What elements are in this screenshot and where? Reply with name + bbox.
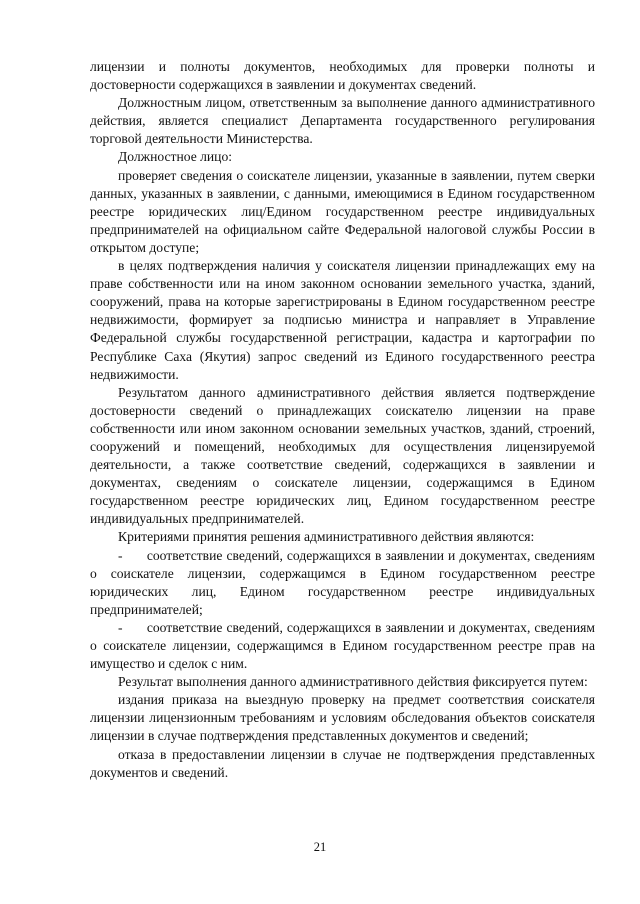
- paragraph-continuation: лицензии и полноты документов, необходимых для проверки полноты и достоверности содержащихся в заявлении и документах сведений.: [90, 59, 595, 93]
- paragraph-property-request: в целях подтверждения наличия у соискателя лицензии принадлежащих ему на праве собственности или на ином законном основании земельного участка, зданий, сооружений, права на которые зарегистрированы в Едином государственном реестре недвижимости, формирует за подписью министра и направляет в Управление Федеральной службы государственной регистрации, кадастра и картографии по Республике Саха (Якутия) запрос сведений из Единого государственного реестра недвижимости.: [90, 258, 595, 382]
- criteria-list-item: - соответствие сведений, содержащихся в заявлении и документах, сведениям о соискателе лицензии, содержащимся в Едином государственном реестре прав на имущество и сделок с ним.: [90, 619, 595, 672]
- paragraph-responsible-official: Должностным лицом, ответственным за выполнение данного административного действия, является специалист Департамента государственного регулирования торговой деятельности Министерства.: [90, 95, 595, 147]
- paragraph-license-refusal: отказа в предоставлении лицензии в случае не подтверждения представленных документов и сведений.: [90, 746, 595, 780]
- paragraph-checks-applicant-data: проверяет сведения о соискателе лицензии, указанные в заявлении, путем сверки данных, указанных в заявлении, с данными, имеющимися в Едином государственном реестре юридических лиц/Едином государственном реестре индивидуальных предпринимателей на официальном сайте Федеральной налоговой службы России в открытом доступе;: [90, 167, 595, 255]
- paragraph-inspection-order: издания приказа на выездную проверку на предмет соответствия соискателя лицензии лицензионным требованиям и условиям обследования объектов соискателя лицензии в случае подтверждения представленных документов и сведений;: [90, 692, 595, 744]
- criteria-list-item: - соответствие сведений, содержащихся в заявлении и документах, сведениям о соискателе лицензии, содержащимся в Едином государственном реестре юридических лиц, Едином государственном реестре индивидуальных предпринимателей;: [90, 547, 595, 617]
- paragraph-official-duties-intro: Должностное лицо:: [118, 149, 233, 165]
- page-number: 21: [313, 840, 327, 854]
- paragraph-criteria-intro: Критериями принятия решения административного действия являются:: [118, 529, 535, 545]
- document-body: [90, 58, 595, 782]
- paragraph-result-recording: Результат выполнения данного административного действия фиксируется путем:: [118, 674, 588, 690]
- paragraph-action-result: Результатом данного административного действия является подтверждение достоверности сведений о принадлежащих соискателю лицензии на праве собственности или ином законном основании земельных участков, зданий, строений, сооружений и помещений, необходимых для осуществления лицензируемой деятельности, а также соответствие сведений, содержащихся в заявлении и документах, сведениям о соискателе лицензии, содержащимся в Едином государственном реестре юридических лиц, Едином государственном реестре индивидуальных предпринимателей.: [90, 384, 595, 527]
